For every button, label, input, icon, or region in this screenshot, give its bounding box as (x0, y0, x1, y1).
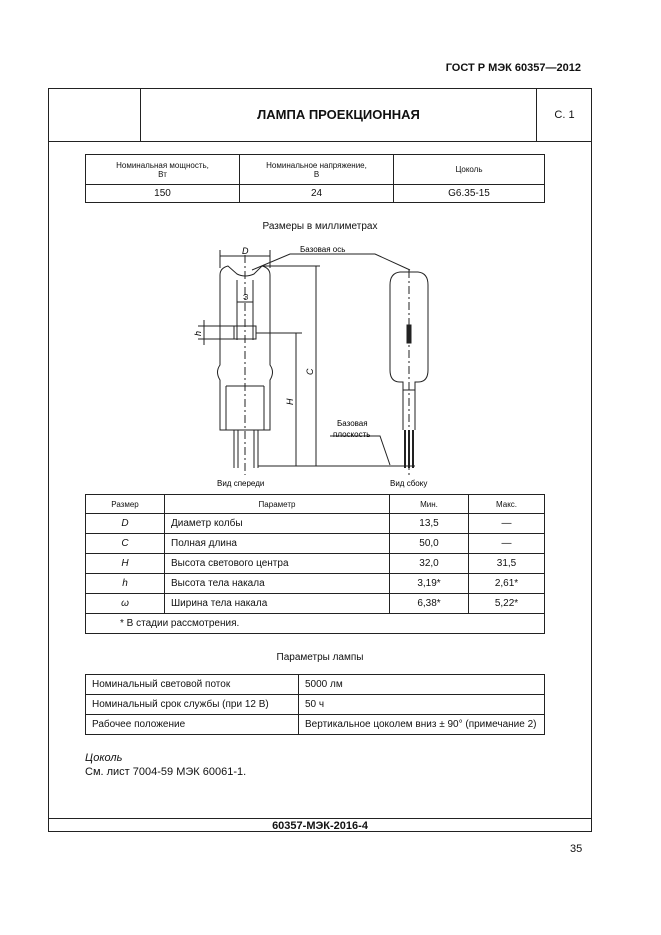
table-row (86, 514, 545, 534)
rating-header-voltage-line1: Номинальное напряжение, (266, 160, 367, 170)
dim-param: Высота тела накала (165, 574, 390, 594)
label-base-axis: Базовая ось (300, 245, 346, 254)
rating-header-voltage-line2: В (313, 169, 320, 179)
label-omega: ω (241, 293, 250, 300)
dim-header-max: Макс. (469, 495, 545, 514)
table-row (86, 534, 545, 554)
dim-min: 32,0 (390, 554, 469, 574)
dim-min: 3,19* (390, 574, 469, 594)
dimensions-caption: Размеры в миллиметрах (262, 221, 378, 232)
table-row (86, 554, 545, 574)
rating-header-power-line2: Вт (158, 169, 167, 179)
param-value: 50 ч (299, 695, 545, 715)
label-C: C (305, 368, 315, 375)
rating-header-power (86, 155, 240, 185)
dim-param: Ширина тела накала (165, 594, 390, 614)
dim-min: 13,5 (390, 514, 469, 534)
label-side-view: Вид сбоку (390, 479, 428, 488)
rating-value-power: 150 (86, 185, 240, 203)
dim-symbol: C (86, 534, 165, 554)
header-blank-cell (48, 88, 141, 141)
sheet-number: С. 1 (554, 108, 575, 121)
dim-footnote: * В стадии рассмотрения. (86, 614, 545, 634)
dim-max: 5,22* (469, 594, 545, 614)
dim-param: Высота светового центра (165, 554, 390, 574)
dim-param: Полная длина (165, 534, 390, 554)
table-row (86, 695, 545, 715)
lamp-drawing (190, 240, 450, 492)
dim-symbol: H (86, 554, 165, 574)
label-D: D (242, 246, 249, 256)
rating-header-power-line1: Номинальная мощность, (116, 160, 209, 170)
lamp-params-caption: Параметры лампы (276, 652, 364, 663)
dim-max: — (469, 534, 545, 554)
base-axis-leader (252, 254, 410, 270)
param-label: Рабочее положение (86, 715, 299, 735)
param-value: Вертикальное цоколем вниз ± 90° (примечание 2) (299, 715, 545, 735)
rating-table (85, 154, 545, 203)
rating-header-cap: Цоколь (394, 155, 545, 185)
dim-min: 6,38* (390, 594, 469, 614)
dim-param: Диаметр колбы (165, 514, 390, 534)
sheet-title: ЛАМПА ПРОЕКЦИОННАЯ (141, 88, 537, 141)
rating-header-voltage (240, 155, 394, 185)
dim-symbol: D (86, 514, 165, 534)
dim-header-size: Размер (86, 495, 165, 514)
rating-value-cap: G6.35-15 (394, 185, 545, 203)
base-plane-leader (330, 436, 390, 465)
dim-symbol: ω (86, 594, 165, 614)
dim-max: — (469, 514, 545, 534)
note-text: См. лист 7004-59 МЭК 60061-1. (85, 766, 247, 778)
dim-max: 2,61* (469, 574, 545, 594)
dimension-table (85, 494, 545, 634)
page-number: 35 (570, 843, 583, 855)
table-row (86, 594, 545, 614)
lamp-params-table (85, 674, 545, 735)
standard-number: ГОСТ Р МЭК 60357—2012 (445, 62, 581, 74)
label-h: h (193, 330, 203, 336)
dim-header-min: Мин. (390, 495, 469, 514)
note-title: Цоколь (85, 752, 123, 764)
table-row (86, 675, 545, 695)
label-front-view: Вид спереди (217, 479, 265, 488)
param-label: Номинальный срок службы (при 12 В) (86, 695, 299, 715)
label-H: H (285, 398, 295, 405)
label-base-plane-1: Базовая (337, 419, 368, 428)
sheet-header (48, 88, 592, 142)
footer-divider (48, 818, 592, 819)
table-row (86, 715, 545, 735)
label-base-plane-2: плоскость (333, 430, 371, 439)
dim-header-param: Параметр (165, 495, 390, 514)
footer-code: 60357-МЭК-2016-4 (272, 820, 368, 832)
param-value: 5000 лм (299, 675, 545, 695)
table-row (86, 574, 545, 594)
side-filament (407, 325, 411, 343)
param-label: Номинальный световой поток (86, 675, 299, 695)
rating-value-voltage: 24 (240, 185, 394, 203)
dim-symbol: h (86, 574, 165, 594)
dim-max: 31,5 (469, 554, 545, 574)
dim-min: 50,0 (390, 534, 469, 554)
